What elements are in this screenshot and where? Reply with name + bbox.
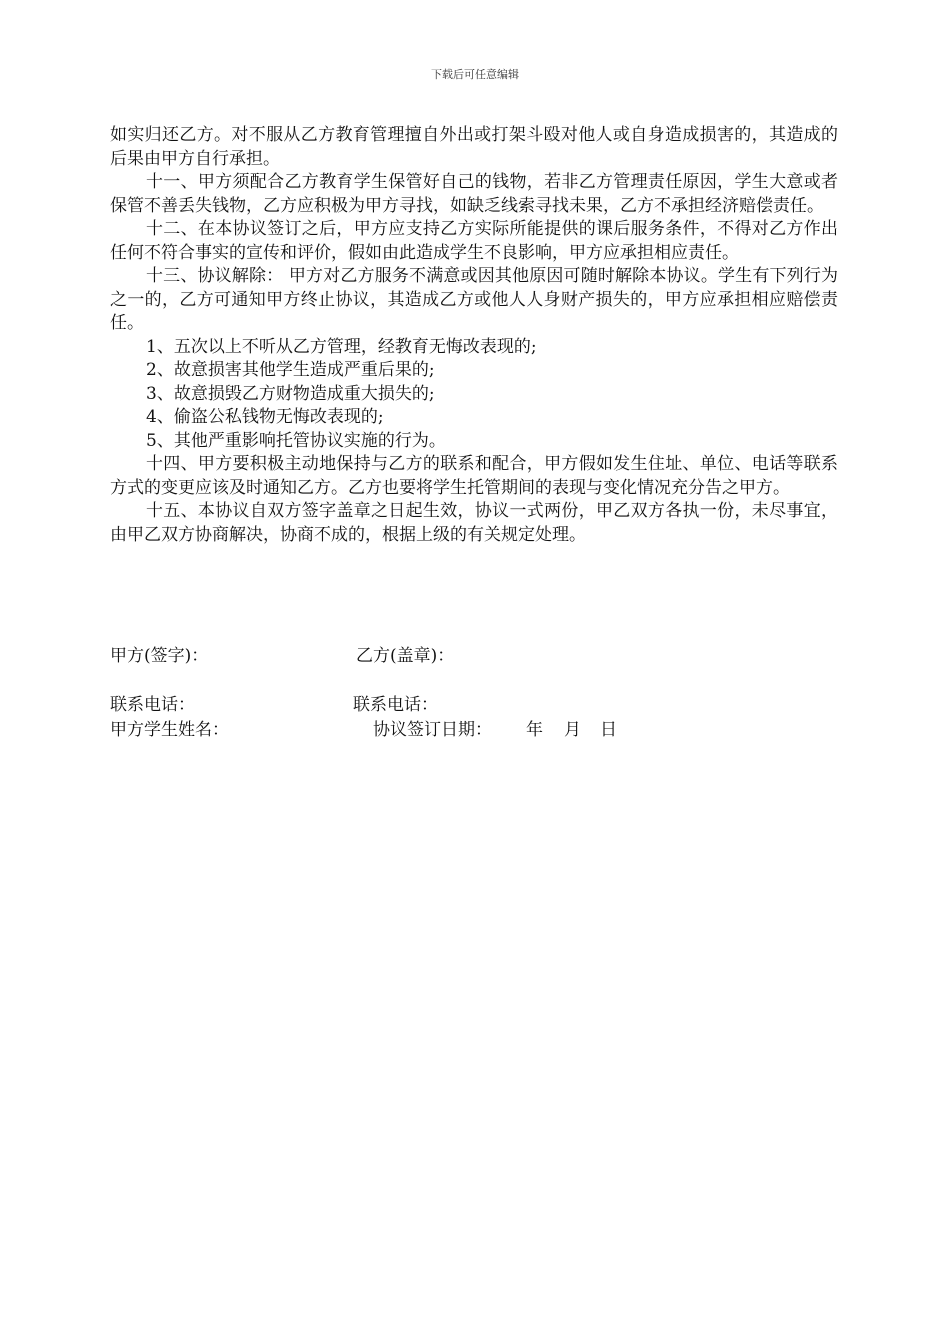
page-header-note: 下载后可任意编辑 xyxy=(431,68,519,81)
list-item: 3、故意损毁乙方财物造成重大损失的; xyxy=(146,383,435,404)
paragraph-clause-14: 十四、甲方要积极主动地保持与乙方的联系和配合，甲方假如发生住址、单位、电话等联系方式的变更应该及时通知乙方。乙方也要将学生托管期间的表现与变化情况充分告之甲方。 xyxy=(110,454,838,498)
paragraph-clause-11: 十一、甲方须配合乙方教育学生保管好自己的钱物，若非乙方管理责任原因，学生大意或者保管不善丢失钱物，乙方应积极为甲方寻找，如缺乏线索寻找未果，乙方不承担经济赔偿责任。 xyxy=(110,172,838,216)
paragraph-clause-15: 十五、本协议自双方签字盖章之日起生效，协议一式两份，甲乙双方各执一份，未尽事宜，由甲乙双方协商解决，协商不成的，根据上级的有关规定处理。 xyxy=(110,501,838,545)
paragraph-continued: 如实归还乙方。对不服从乙方教育管理擅自外出或打架斗殴对他人或自身造成损害的，其造成的后果由甲方自行承担。 xyxy=(110,125,838,169)
agreement-body xyxy=(110,124,838,547)
student-name-label: 甲方学生姓名： xyxy=(110,720,229,740)
party-a-sign-label: 甲方(签字)： xyxy=(110,646,209,666)
list-item: 5、其他严重影响托管协议实施的行为。 xyxy=(146,430,446,451)
date-year-label: 年 xyxy=(526,720,543,740)
paragraph-clause-13: 十三、协议解除： 甲方对乙方服务不满意或因其他原因可随时解除本协议。学生有下列行为之一的，乙方可通知甲方终止协议，其造成乙方或他人人身财产损失的，甲方应承担相应赔偿责任。 xyxy=(110,266,838,333)
date-month-label: 月 xyxy=(564,720,581,740)
list-item: 4、偷盗公私钱物无悔改表现的; xyxy=(146,407,384,427)
party-b-phone-label: 联系电话： xyxy=(353,695,438,715)
list-item: 1、五次以上不听从乙方管理，经教育无悔改表现的; xyxy=(146,336,537,357)
paragraph-clause-12: 十二、在本协议签订之后，甲方应支持乙方实际所能提供的课后服务条件，不得对乙方作出任何不符合事实的宣传和评价，假如由此造成学生不良影响，甲方应承担相应责任。 xyxy=(110,219,838,263)
sign-date-label: 协议签订日期： xyxy=(373,720,492,740)
date-day-label: 日 xyxy=(600,720,617,740)
party-a-phone-label: 联系电话： xyxy=(110,695,195,715)
list-item: 2、故意损害其他学生造成严重后果的; xyxy=(146,360,435,380)
party-b-seal-label: 乙方(盖章)： xyxy=(356,646,455,666)
